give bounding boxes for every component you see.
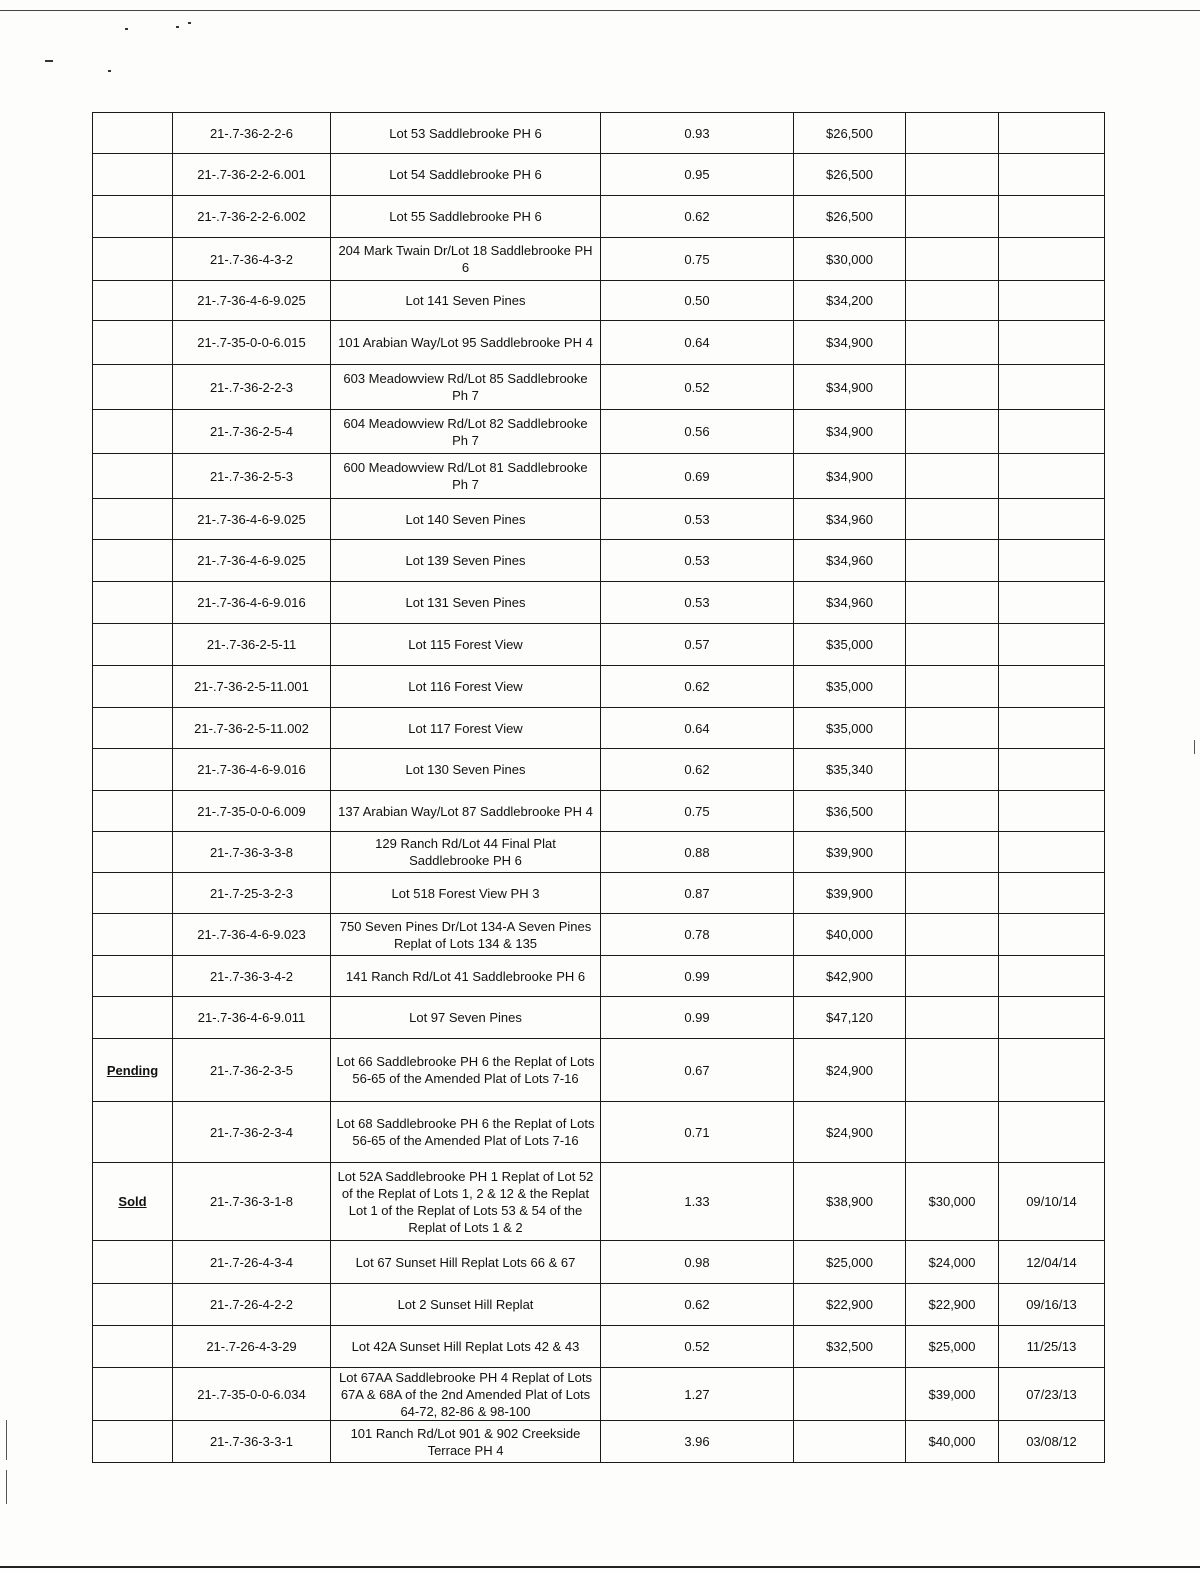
sold-price-cell bbox=[906, 113, 999, 154]
sale-date-cell: 12/04/14 bbox=[999, 1241, 1105, 1284]
status-cell bbox=[93, 281, 173, 321]
sold-price-cell bbox=[906, 666, 999, 708]
description-cell: 101 Ranch Rd/Lot 901 & 902 Creekside Terrace PH 4 bbox=[331, 1421, 601, 1463]
sold-price-cell: $39,000 bbox=[906, 1368, 999, 1421]
table-row bbox=[93, 238, 1105, 281]
description-cell: Lot 131 Seven Pines bbox=[331, 582, 601, 624]
parcel-number-cell: 21-.7-36-2-2-6 bbox=[173, 113, 331, 154]
table-row bbox=[93, 540, 1105, 582]
list-price-cell: $34,900 bbox=[794, 410, 906, 454]
table-row bbox=[93, 749, 1105, 791]
acreage-cell: 0.78 bbox=[601, 914, 794, 956]
list-price-cell: $35,340 bbox=[794, 749, 906, 791]
parcel-number-cell: 21-.7-36-2-3-4 bbox=[173, 1102, 331, 1163]
sold-price-cell bbox=[906, 499, 999, 540]
sold-price-cell bbox=[906, 956, 999, 997]
table-row bbox=[93, 196, 1105, 238]
list-price-cell: $26,500 bbox=[794, 196, 906, 238]
parcel-number-cell: 21-.7-36-4-6-9.025 bbox=[173, 281, 331, 321]
status-cell bbox=[93, 540, 173, 582]
parcel-number-cell: 21-.7-36-2-5-11 bbox=[173, 624, 331, 666]
description-cell: 600 Meadowview Rd/Lot 81 Saddlebrooke Ph 7 bbox=[331, 454, 601, 499]
sale-date-cell: 11/25/13 bbox=[999, 1326, 1105, 1368]
acreage-cell: 0.93 bbox=[601, 113, 794, 154]
acreage-cell: 0.99 bbox=[601, 997, 794, 1039]
sale-date-cell bbox=[999, 499, 1105, 540]
acreage-cell: 0.95 bbox=[601, 154, 794, 196]
sale-date-cell bbox=[999, 956, 1105, 997]
acreage-cell: 0.62 bbox=[601, 1284, 794, 1326]
parcel-number-cell: 21-.7-36-3-1-8 bbox=[173, 1163, 331, 1241]
status-cell bbox=[93, 624, 173, 666]
parcel-number-cell: 21-.7-35-0-0-6.034 bbox=[173, 1368, 331, 1421]
sale-date-cell: 09/16/13 bbox=[999, 1284, 1105, 1326]
description-cell: 137 Arabian Way/Lot 87 Saddlebrooke PH 4 bbox=[331, 791, 601, 832]
parcel-number-cell: 21-.7-36-4-6-9.023 bbox=[173, 914, 331, 956]
sale-date-cell bbox=[999, 666, 1105, 708]
sale-date-cell: 03/08/12 bbox=[999, 1421, 1105, 1463]
description-cell: Lot 55 Saddlebrooke PH 6 bbox=[331, 196, 601, 238]
list-price-cell: $39,900 bbox=[794, 873, 906, 914]
table-row bbox=[93, 321, 1105, 365]
acreage-cell: 0.53 bbox=[601, 540, 794, 582]
description-cell: 204 Mark Twain Dr/Lot 18 Saddlebrooke PH 6 bbox=[331, 238, 601, 281]
table-row bbox=[93, 791, 1105, 832]
parcel-number-cell: 21-.7-36-4-6-9.016 bbox=[173, 749, 331, 791]
status-cell bbox=[93, 791, 173, 832]
status-cell bbox=[93, 454, 173, 499]
status-cell bbox=[93, 914, 173, 956]
table-row bbox=[93, 1039, 1105, 1102]
table-row bbox=[93, 1421, 1105, 1463]
list-price-cell: $39,900 bbox=[794, 832, 906, 873]
list-price-cell: $34,960 bbox=[794, 582, 906, 624]
parcel-number-cell: 21-.7-26-4-3-4 bbox=[173, 1241, 331, 1284]
parcel-number-cell: 21-.7-26-4-3-29 bbox=[173, 1326, 331, 1368]
table-body bbox=[93, 113, 1105, 1463]
table-row bbox=[93, 873, 1105, 914]
parcel-number-cell: 21-.7-36-2-2-6.002 bbox=[173, 196, 331, 238]
description-cell: Lot 42A Sunset Hill Replat Lots 42 & 43 bbox=[331, 1326, 601, 1368]
sale-date-cell bbox=[999, 454, 1105, 499]
sold-price-cell bbox=[906, 997, 999, 1039]
parcel-number-cell: 21-.7-36-2-2-6.001 bbox=[173, 154, 331, 196]
acreage-cell: 0.67 bbox=[601, 1039, 794, 1102]
list-price-cell: $34,960 bbox=[794, 499, 906, 540]
acreage-cell: 1.27 bbox=[601, 1368, 794, 1421]
acreage-cell: 0.88 bbox=[601, 832, 794, 873]
status-cell bbox=[93, 196, 173, 238]
sold-price-cell: $25,000 bbox=[906, 1326, 999, 1368]
status-cell bbox=[93, 238, 173, 281]
acreage-cell: 0.62 bbox=[601, 666, 794, 708]
parcel-number-cell: 21-.7-36-3-4-2 bbox=[173, 956, 331, 997]
description-cell: Lot 116 Forest View bbox=[331, 666, 601, 708]
sale-date-cell bbox=[999, 997, 1105, 1039]
sale-date-cell bbox=[999, 1039, 1105, 1102]
parcel-number-cell: 21-.7-36-2-5-11.002 bbox=[173, 708, 331, 749]
description-cell: Lot 67 Sunset Hill Replat Lots 66 & 67 bbox=[331, 1241, 601, 1284]
acreage-cell: 0.56 bbox=[601, 410, 794, 454]
list-price-cell: $35,000 bbox=[794, 666, 906, 708]
description-cell: Lot 67AA Saddlebrooke PH 4 Replat of Lots 67A & 68A of the 2nd Amended Plat of Lots 64-72, 82-86 & 98-100 bbox=[331, 1368, 601, 1421]
acreage-cell: 0.53 bbox=[601, 582, 794, 624]
table-row bbox=[93, 666, 1105, 708]
parcel-number-cell: 21-.7-36-2-5-4 bbox=[173, 410, 331, 454]
acreage-cell: 0.75 bbox=[601, 791, 794, 832]
description-cell: Lot 2 Sunset Hill Replat bbox=[331, 1284, 601, 1326]
list-price-cell: $26,500 bbox=[794, 113, 906, 154]
description-cell: Lot 139 Seven Pines bbox=[331, 540, 601, 582]
scan-speck bbox=[45, 60, 53, 62]
list-price-cell: $34,960 bbox=[794, 540, 906, 582]
list-price-cell: $34,900 bbox=[794, 321, 906, 365]
parcel-number-cell: 21-.7-36-3-3-1 bbox=[173, 1421, 331, 1463]
parcel-number-cell: 21-.7-36-4-6-9.016 bbox=[173, 582, 331, 624]
scan-edge-mark bbox=[6, 1420, 7, 1460]
parcel-number-cell: 21-.7-36-4-6-9.025 bbox=[173, 499, 331, 540]
sold-price-cell: $40,000 bbox=[906, 1421, 999, 1463]
sold-price-cell bbox=[906, 238, 999, 281]
table-row bbox=[93, 154, 1105, 196]
sale-date-cell bbox=[999, 321, 1105, 365]
acreage-cell: 1.33 bbox=[601, 1163, 794, 1241]
table-row bbox=[93, 113, 1105, 154]
list-price-cell: $38,900 bbox=[794, 1163, 906, 1241]
acreage-cell: 0.52 bbox=[601, 1326, 794, 1368]
status-cell bbox=[93, 321, 173, 365]
status-cell: Pending bbox=[93, 1039, 173, 1102]
sold-price-cell bbox=[906, 540, 999, 582]
parcel-number-cell: 21-.7-35-0-0-6.009 bbox=[173, 791, 331, 832]
sold-price-cell bbox=[906, 454, 999, 499]
status-cell bbox=[93, 1421, 173, 1463]
sold-price-cell bbox=[906, 196, 999, 238]
acreage-cell: 0.75 bbox=[601, 238, 794, 281]
status-cell bbox=[93, 1241, 173, 1284]
sale-date-cell bbox=[999, 624, 1105, 666]
sold-price-cell: $30,000 bbox=[906, 1163, 999, 1241]
sale-date-cell: 09/10/14 bbox=[999, 1163, 1105, 1241]
status-cell bbox=[93, 666, 173, 708]
status-cell: Sold bbox=[93, 1163, 173, 1241]
sold-price-cell: $22,900 bbox=[906, 1284, 999, 1326]
sale-date-cell bbox=[999, 832, 1105, 873]
table-row bbox=[93, 708, 1105, 749]
sale-date-cell bbox=[999, 749, 1105, 791]
parcel-number-cell: 21-.7-25-3-2-3 bbox=[173, 873, 331, 914]
sale-date-cell bbox=[999, 365, 1105, 410]
description-cell: 129 Ranch Rd/Lot 44 Final Plat Saddlebrooke PH 6 bbox=[331, 832, 601, 873]
list-price-cell: $34,900 bbox=[794, 454, 906, 499]
sale-date-cell bbox=[999, 281, 1105, 321]
list-price-cell: $24,900 bbox=[794, 1102, 906, 1163]
acreage-cell: 0.53 bbox=[601, 499, 794, 540]
table-row bbox=[93, 1163, 1105, 1241]
description-cell: Lot 68 Saddlebrooke PH 6 the Replat of Lots 56-65 of the Amended Plat of Lots 7-16 bbox=[331, 1102, 601, 1163]
list-price-cell bbox=[794, 1421, 906, 1463]
sale-date-cell bbox=[999, 914, 1105, 956]
status-cell bbox=[93, 499, 173, 540]
sale-date-cell bbox=[999, 708, 1105, 749]
acreage-cell: 3.96 bbox=[601, 1421, 794, 1463]
list-price-cell: $47,120 bbox=[794, 997, 906, 1039]
status-cell bbox=[93, 873, 173, 914]
sold-price-cell bbox=[906, 791, 999, 832]
description-cell: 750 Seven Pines Dr/Lot 134-A Seven Pines Replat of Lots 134 & 135 bbox=[331, 914, 601, 956]
status-cell bbox=[93, 582, 173, 624]
sold-price-cell bbox=[906, 832, 999, 873]
table-row bbox=[93, 624, 1105, 666]
description-cell: 141 Ranch Rd/Lot 41 Saddlebrooke PH 6 bbox=[331, 956, 601, 997]
table-row bbox=[93, 499, 1105, 540]
list-price-cell: $25,000 bbox=[794, 1241, 906, 1284]
table-row bbox=[93, 956, 1105, 997]
description-cell: Lot 117 Forest View bbox=[331, 708, 601, 749]
parcel-number-cell: 21-.7-35-0-0-6.015 bbox=[173, 321, 331, 365]
sale-date-cell bbox=[999, 873, 1105, 914]
status-cell bbox=[93, 154, 173, 196]
parcel-number-cell: 21-.7-36-2-2-3 bbox=[173, 365, 331, 410]
acreage-cell: 0.64 bbox=[601, 321, 794, 365]
land-listing-table bbox=[92, 112, 1105, 1463]
scan-speck bbox=[108, 70, 111, 72]
description-cell: 604 Meadowview Rd/Lot 82 Saddlebrooke Ph 7 bbox=[331, 410, 601, 454]
scan-speck bbox=[125, 28, 128, 30]
acreage-cell: 0.50 bbox=[601, 281, 794, 321]
acreage-cell: 0.98 bbox=[601, 1241, 794, 1284]
acreage-cell: 0.99 bbox=[601, 956, 794, 997]
acreage-cell: 0.57 bbox=[601, 624, 794, 666]
status-cell bbox=[93, 1284, 173, 1326]
description-cell: Lot 518 Forest View PH 3 bbox=[331, 873, 601, 914]
acreage-cell: 0.87 bbox=[601, 873, 794, 914]
table-row bbox=[93, 1368, 1105, 1421]
sale-date-cell bbox=[999, 238, 1105, 281]
parcel-number-cell: 21-.7-36-2-5-11.001 bbox=[173, 666, 331, 708]
description-cell: Lot 66 Saddlebrooke PH 6 the Replat of Lots 56-65 of the Amended Plat of Lots 7-16 bbox=[331, 1039, 601, 1102]
table-row bbox=[93, 832, 1105, 873]
scan-top-rule bbox=[0, 10, 1200, 11]
status-cell bbox=[93, 956, 173, 997]
scan-speck bbox=[188, 22, 191, 24]
parcel-number-cell: 21-.7-36-3-3-8 bbox=[173, 832, 331, 873]
list-price-cell: $34,900 bbox=[794, 365, 906, 410]
sold-price-cell: $24,000 bbox=[906, 1241, 999, 1284]
scan-edge-mark bbox=[1194, 740, 1195, 754]
list-price-cell: $42,900 bbox=[794, 956, 906, 997]
table-row bbox=[93, 410, 1105, 454]
description-cell: Lot 52A Saddlebrooke PH 1 Replat of Lot 52 of the Replat of Lots 1, 2 & 12 & the Replat Lot 1 of the Replat of Lots 53 & 54 of the Replat of Lots 1 & 2 bbox=[331, 1163, 601, 1241]
status-cell bbox=[93, 997, 173, 1039]
list-price-cell: $35,000 bbox=[794, 624, 906, 666]
acreage-cell: 0.71 bbox=[601, 1102, 794, 1163]
acreage-cell: 0.62 bbox=[601, 749, 794, 791]
description-cell: Lot 54 Saddlebrooke PH 6 bbox=[331, 154, 601, 196]
table-row bbox=[93, 582, 1105, 624]
sold-price-cell bbox=[906, 624, 999, 666]
parcel-number-cell: 21-.7-36-2-3-5 bbox=[173, 1039, 331, 1102]
sold-price-cell bbox=[906, 749, 999, 791]
table-row bbox=[93, 281, 1105, 321]
status-cell bbox=[93, 832, 173, 873]
sold-price-cell bbox=[906, 708, 999, 749]
sold-price-cell bbox=[906, 1102, 999, 1163]
scan-edge-mark bbox=[6, 1470, 7, 1504]
table-row bbox=[93, 365, 1105, 410]
table-row bbox=[93, 1284, 1105, 1326]
list-price-cell: $24,900 bbox=[794, 1039, 906, 1102]
list-price-cell bbox=[794, 1368, 906, 1421]
status-cell bbox=[93, 113, 173, 154]
parcel-number-cell: 21-.7-36-2-5-3 bbox=[173, 454, 331, 499]
sale-date-cell: 07/23/13 bbox=[999, 1368, 1105, 1421]
list-price-cell: $26,500 bbox=[794, 154, 906, 196]
list-price-cell: $32,500 bbox=[794, 1326, 906, 1368]
sale-date-cell bbox=[999, 540, 1105, 582]
acreage-cell: 0.69 bbox=[601, 454, 794, 499]
list-price-cell: $40,000 bbox=[794, 914, 906, 956]
table-row bbox=[93, 1241, 1105, 1284]
list-price-cell: $22,900 bbox=[794, 1284, 906, 1326]
list-price-cell: $30,000 bbox=[794, 238, 906, 281]
status-cell bbox=[93, 708, 173, 749]
list-price-cell: $35,000 bbox=[794, 708, 906, 749]
scan-bottom-rule bbox=[0, 1566, 1200, 1568]
sale-date-cell bbox=[999, 113, 1105, 154]
sale-date-cell bbox=[999, 1102, 1105, 1163]
table-row bbox=[93, 1102, 1105, 1163]
sale-date-cell bbox=[999, 582, 1105, 624]
table-row bbox=[93, 1326, 1105, 1368]
table-row bbox=[93, 454, 1105, 499]
table-row bbox=[93, 997, 1105, 1039]
parcel-number-cell: 21-.7-36-4-6-9.011 bbox=[173, 997, 331, 1039]
parcel-number-cell: 21-.7-26-4-2-2 bbox=[173, 1284, 331, 1326]
sold-price-cell bbox=[906, 281, 999, 321]
sold-price-cell bbox=[906, 873, 999, 914]
parcel-number-cell: 21-.7-36-4-6-9.025 bbox=[173, 540, 331, 582]
sale-date-cell bbox=[999, 196, 1105, 238]
status-cell bbox=[93, 410, 173, 454]
description-cell: Lot 115 Forest View bbox=[331, 624, 601, 666]
sold-price-cell bbox=[906, 410, 999, 454]
acreage-cell: 0.52 bbox=[601, 365, 794, 410]
description-cell: 603 Meadowview Rd/Lot 85 Saddlebrooke Ph 7 bbox=[331, 365, 601, 410]
description-cell: 101 Arabian Way/Lot 95 Saddlebrooke PH 4 bbox=[331, 321, 601, 365]
sold-price-cell bbox=[906, 914, 999, 956]
status-cell bbox=[93, 1102, 173, 1163]
sold-price-cell bbox=[906, 321, 999, 365]
description-cell: Lot 53 Saddlebrooke PH 6 bbox=[331, 113, 601, 154]
list-price-cell: $36,500 bbox=[794, 791, 906, 832]
description-cell: Lot 97 Seven Pines bbox=[331, 997, 601, 1039]
description-cell: Lot 130 Seven Pines bbox=[331, 749, 601, 791]
description-cell: Lot 140 Seven Pines bbox=[331, 499, 601, 540]
acreage-cell: 0.62 bbox=[601, 196, 794, 238]
status-cell bbox=[93, 1368, 173, 1421]
table-row bbox=[93, 914, 1105, 956]
scan-speck bbox=[176, 26, 179, 28]
sold-price-cell bbox=[906, 365, 999, 410]
list-price-cell: $34,200 bbox=[794, 281, 906, 321]
parcel-number-cell: 21-.7-36-4-3-2 bbox=[173, 238, 331, 281]
sold-price-cell bbox=[906, 582, 999, 624]
status-cell bbox=[93, 1326, 173, 1368]
status-cell bbox=[93, 365, 173, 410]
sale-date-cell bbox=[999, 791, 1105, 832]
sold-price-cell bbox=[906, 154, 999, 196]
sale-date-cell bbox=[999, 154, 1105, 196]
sale-date-cell bbox=[999, 410, 1105, 454]
description-cell: Lot 141 Seven Pines bbox=[331, 281, 601, 321]
acreage-cell: 0.64 bbox=[601, 708, 794, 749]
sold-price-cell bbox=[906, 1039, 999, 1102]
status-cell bbox=[93, 749, 173, 791]
